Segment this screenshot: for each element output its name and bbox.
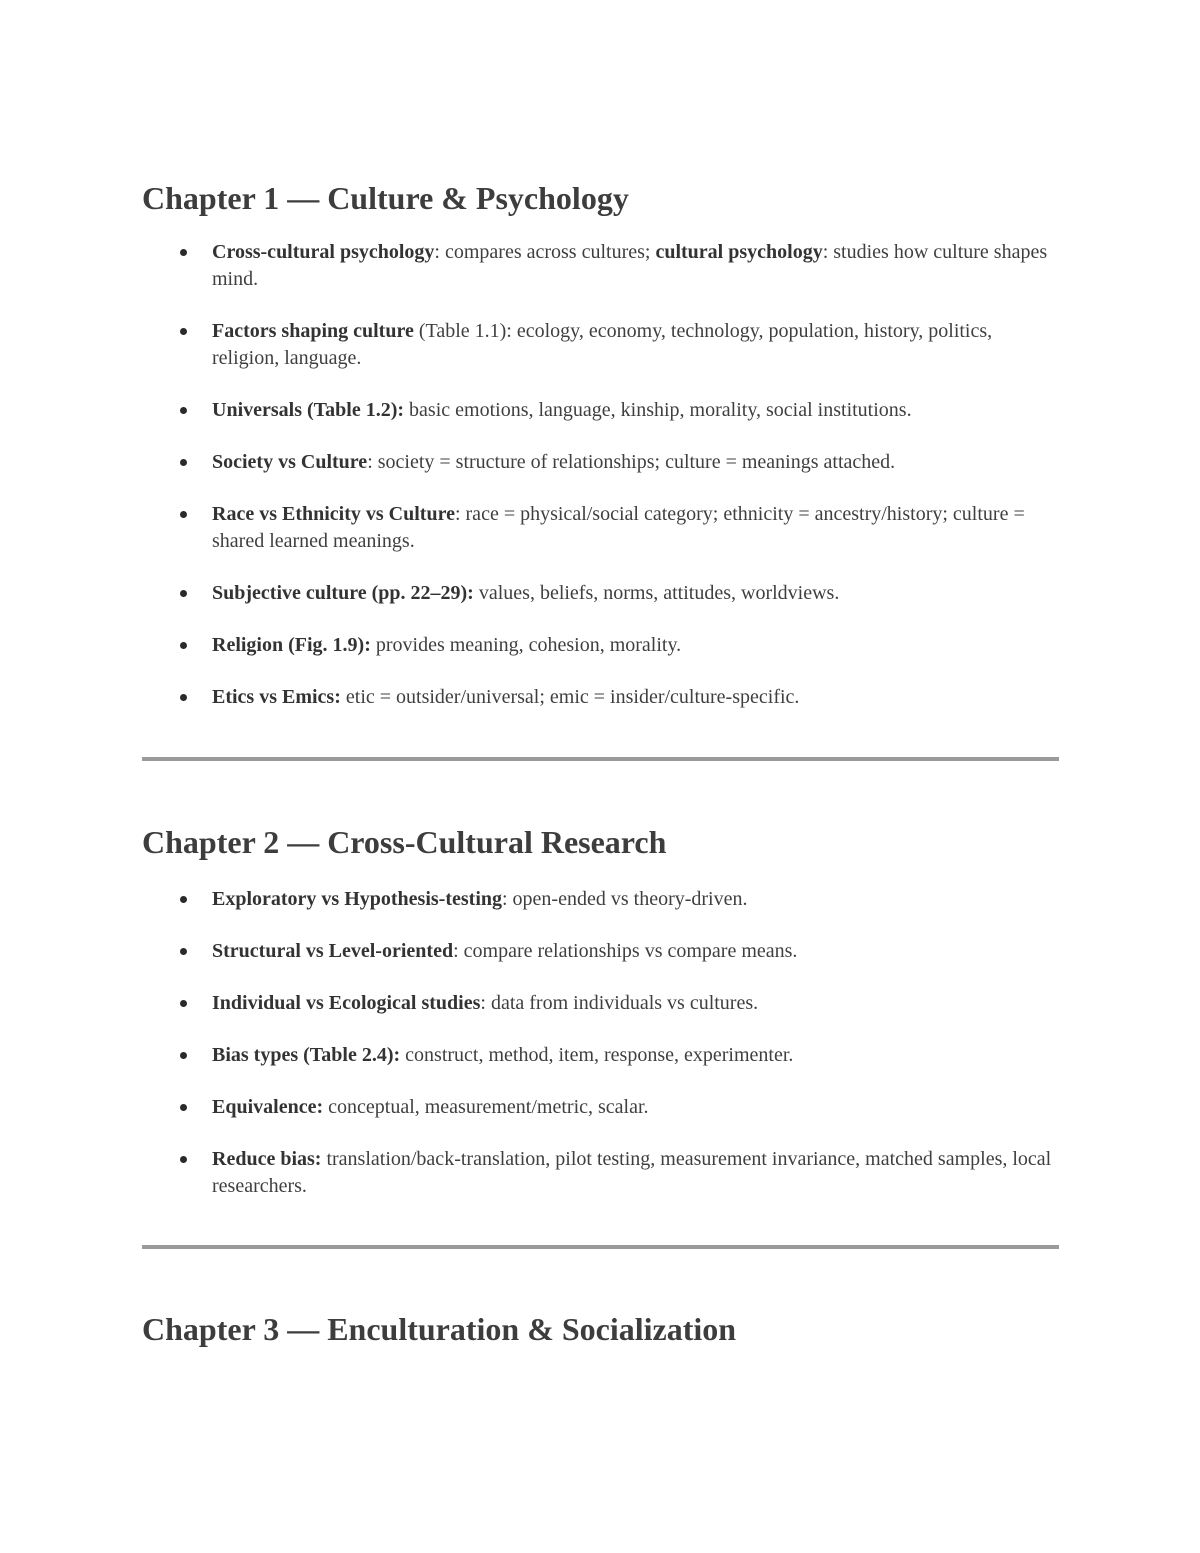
list-item: Race vs Ethnicity vs Culture: race = physical/social category; ethnicity = ancestry/history; culture = shared learned meanings. xyxy=(142,501,1062,555)
list-item: Subjective culture (pp. 22–29): values, beliefs, norms, attitudes, worldviews. xyxy=(142,580,1062,607)
chapter-3-title: Chapter 3 — Enculturation & Socialization xyxy=(142,1311,737,1347)
chapter-2-list xyxy=(142,886,1062,1225)
bullet-icon xyxy=(180,511,187,518)
chapter-1-title: Chapter 1 — Culture & Psychology xyxy=(142,180,629,216)
chapter-2-title: Chapter 2 — Cross-Cultural Research xyxy=(142,824,667,860)
list-item: Factors shaping culture (Table 1.1): ecology, economy, technology, population, history, politics, religion, language. xyxy=(142,318,1062,372)
list-item: Reduce bias: translation/back-translation, pilot testing, measurement invariance, matched samples, local researchers. xyxy=(142,1146,1062,1200)
section-divider xyxy=(142,757,1059,761)
bullet-icon xyxy=(180,1104,187,1111)
bullet-icon xyxy=(180,694,187,701)
bullet-icon xyxy=(180,1156,187,1163)
bullet-icon xyxy=(180,407,187,414)
list-item: Society vs Culture: society = structure of relationships; culture = meanings attached. xyxy=(142,449,1062,476)
list-item: Individual vs Ecological studies: data from individuals vs cultures. xyxy=(142,990,1062,1017)
list-item: Bias types (Table 2.4): construct, method, item, response, experimenter. xyxy=(142,1042,1062,1069)
section-divider xyxy=(142,1245,1059,1249)
bullet-icon xyxy=(180,948,187,955)
list-item: Etics vs Emics: etic = outsider/universal; emic = insider/culture-specific. xyxy=(142,684,1062,711)
bullet-icon xyxy=(180,1000,187,1007)
list-item: Religion (Fig. 1.9): provides meaning, cohesion, morality. xyxy=(142,632,1062,659)
list-item: Universals (Table 1.2): basic emotions, language, kinship, morality, social institutions. xyxy=(142,397,1062,424)
list-item: Structural vs Level-oriented: compare relationships vs compare means. xyxy=(142,938,1062,965)
list-item: Equivalence: conceptual, measurement/metric, scalar. xyxy=(142,1094,1062,1121)
bullet-icon xyxy=(180,328,187,335)
list-item: Cross-cultural psychology: compares across cultures; cultural psychology: studies how culture shapes mind. xyxy=(142,239,1062,293)
bullet-icon xyxy=(180,1052,187,1059)
bullet-icon xyxy=(180,896,187,903)
bullet-icon xyxy=(180,249,187,256)
chapter-1-list xyxy=(142,239,1062,736)
bullet-icon xyxy=(180,459,187,466)
bullet-icon xyxy=(180,590,187,597)
list-item: Exploratory vs Hypothesis-testing: open-ended vs theory-driven. xyxy=(142,886,1062,913)
bullet-icon xyxy=(180,642,187,649)
